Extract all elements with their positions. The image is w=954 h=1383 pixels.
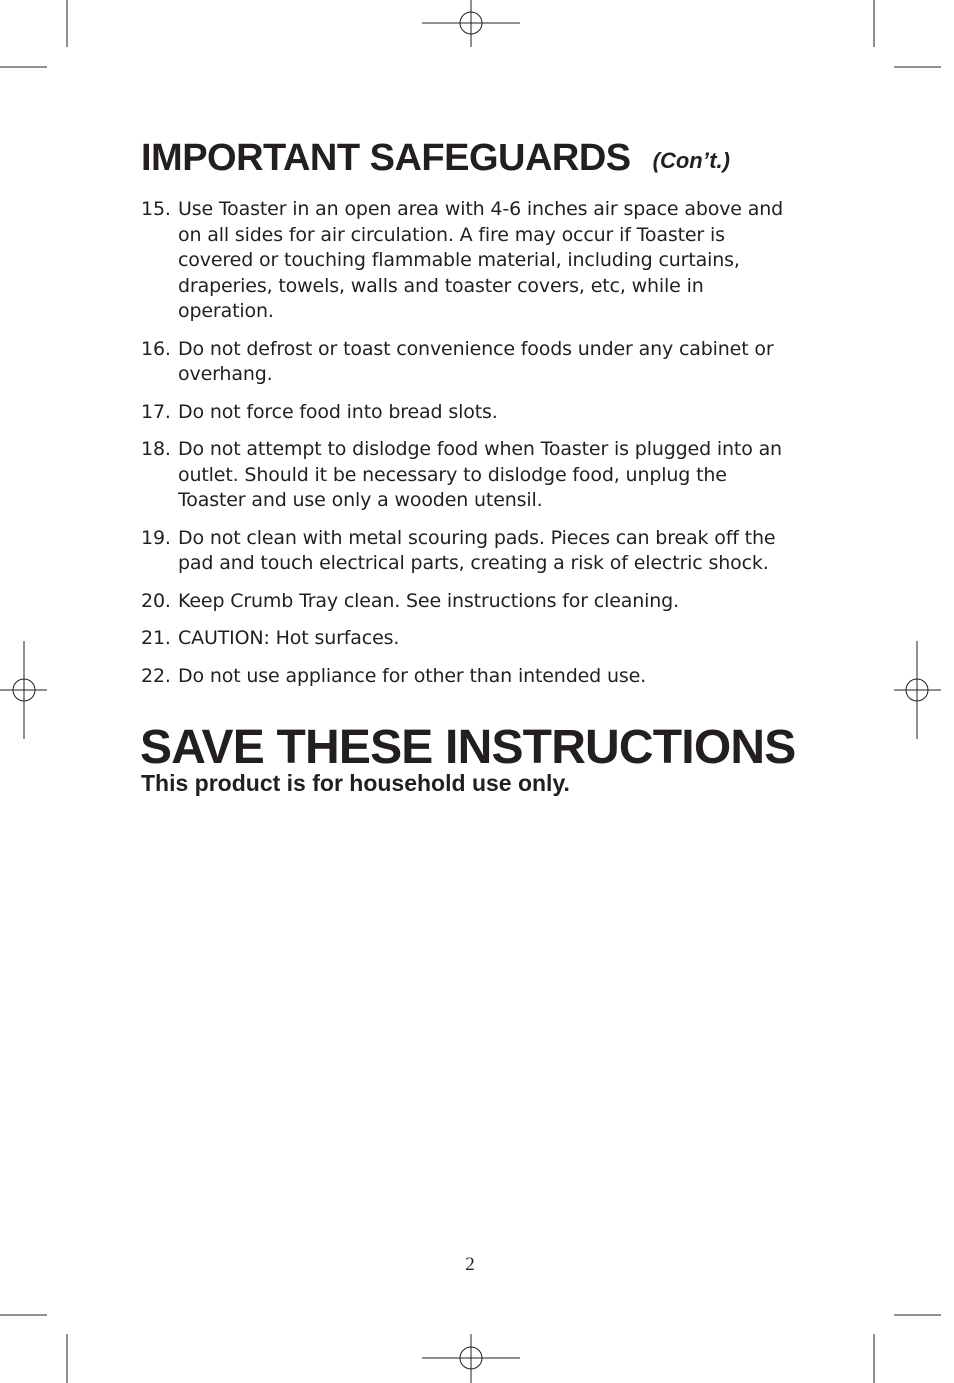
list-item [141, 337, 791, 388]
item-text: Do not attempt to dislodge food when Toaster is plugged into an outlet. Should it be necessary to dislodge food, unplug the Toaster and use only a wooden utensil. [178, 438, 782, 511]
registration-mark-top [422, 0, 520, 47]
item-text: Do not force food into bread slots. [178, 400, 498, 423]
crop-mark-top-left [0, 0, 67, 67]
item-number: 19. [141, 526, 171, 549]
item-number: 17. [141, 400, 171, 423]
item-number: 20. [141, 589, 171, 612]
safeguards-title: IMPORTANT SAFEGUARDS [141, 137, 631, 179]
crop-mark-bottom-right [874, 1315, 941, 1383]
save-instructions-title: SAVE THESE INSTRUCTIONS [140, 721, 796, 774]
item-number: 16. [141, 337, 171, 360]
registration-mark-bottom [422, 1334, 520, 1383]
crop-mark-top-right [874, 0, 941, 67]
safeguards-heading [141, 134, 791, 185]
list-item [141, 400, 791, 426]
item-number: 18. [141, 438, 171, 460]
list-item [141, 437, 791, 514]
item-text: Keep Crumb Tray clean. See instructions for cleaning. [178, 589, 679, 612]
item-text: Do not defrost or toast convenience foods under any cabinet or overhang. [178, 337, 774, 385]
item-number: 22. [141, 664, 171, 687]
registration-mark-left [0, 641, 47, 739]
list-item [141, 626, 791, 652]
item-text: Use Toaster in an open area with 4-6 inches air space above and on all sides for air circulation. A fire may occur if Toaster is covered or touching flammable material, including curtains, draperies, towels, walls and toaster covers, etc, while in operation. [178, 198, 784, 322]
page-content [140, 134, 796, 797]
list-item [141, 664, 791, 690]
continued-label: (Con’t.) [652, 148, 730, 173]
item-number: 21. [141, 627, 171, 649]
item-text: Do not clean with metal scouring pads. Pieces can break off the pad and touch electrical parts, creating a risk of electric shock. [178, 526, 776, 574]
list-item [141, 526, 791, 577]
registration-mark-right [894, 641, 941, 739]
household-use-note: This product is for household use only. [141, 770, 570, 796]
page-number: 2 [465, 1254, 475, 1275]
item-text: CAUTION: Hot surfaces. [178, 627, 400, 649]
list-item [141, 589, 791, 615]
item-number: 15. [141, 198, 171, 220]
item-text: Do not use appliance for other than intended use. [178, 664, 647, 687]
list-item [141, 197, 791, 325]
crop-mark-bottom-left [0, 1315, 67, 1383]
safeguards-list [141, 197, 791, 689]
